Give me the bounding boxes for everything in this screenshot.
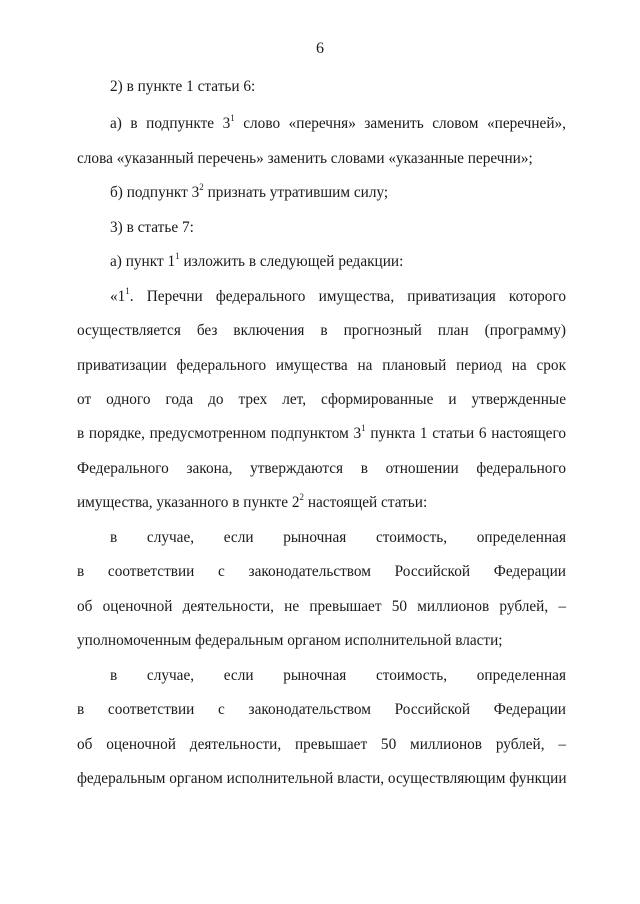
text-line-19: в соответствии с законодательством Российской Федерации [77, 701, 566, 718]
superscript: 1 [361, 422, 366, 433]
text-line-8: осуществляется без включения в прогнозный план (программу) [77, 322, 566, 339]
text-line-7: «$1^1$. Перечни федерального имущества, приватизация которого [110, 285, 566, 305]
text-line-20: об оценочной деятельности, превышает 50 миллионов рублей, – [77, 736, 566, 753]
text-line-3: слова «указанный перечень» заменить словами «указанные перечни»; [77, 150, 533, 167]
text-line-14: в случае, если рыночная стоимость, определенная [110, 529, 566, 546]
text-line-12: Федерального закона, утверждаются в отношении федерального [77, 460, 566, 477]
text-line-6: а) пункт $1^1$ изложить в следующей редакции: [110, 250, 404, 270]
text-line-10: от одного года до трех лет, сформированные и утвержденные [77, 391, 566, 408]
superscript: 2 [299, 491, 304, 502]
text-line-11: в порядке, предусмотренном подпунктом $3^1$ пункта 1 статьи 6 настоящего [77, 422, 567, 442]
superscript: 1 [125, 285, 130, 296]
text-line-1: 2) в пункте 1 статьи 6: [110, 78, 256, 95]
text-line-18: в случае, если рыночная стоимость, определенная [110, 667, 566, 684]
text-line-15: в соответствии с законодательством Российской Федерации [77, 563, 566, 580]
text-line-4: б) подпункт $3^2$ признать утратившим силу; [110, 181, 389, 201]
text-line-16: об оценочной деятельности, не превышает 50 миллионов рублей, – [77, 598, 566, 615]
text-line-5: 3) в статье 7: [110, 219, 194, 236]
text-line-13: имущества, указанного в пункте $2^2$ настоящей статьи: [77, 491, 428, 511]
text-line-17: уполномоченным федеральным органом исполнительной власти; [77, 632, 503, 649]
text-line-21: федеральным органом исполнительной власти, осуществляющим функции [77, 770, 567, 787]
text-line-2: а) в подпункте $3^1$ слово «перечня» заменить словом «перечней», [110, 112, 566, 132]
superscript: 1 [230, 112, 235, 123]
page-number: 6 [316, 40, 324, 57]
superscript: 2 [199, 181, 204, 192]
text-line-9: приватизации федерального имущества на плановый период на срок [77, 357, 566, 374]
superscript: 1 [175, 250, 180, 261]
